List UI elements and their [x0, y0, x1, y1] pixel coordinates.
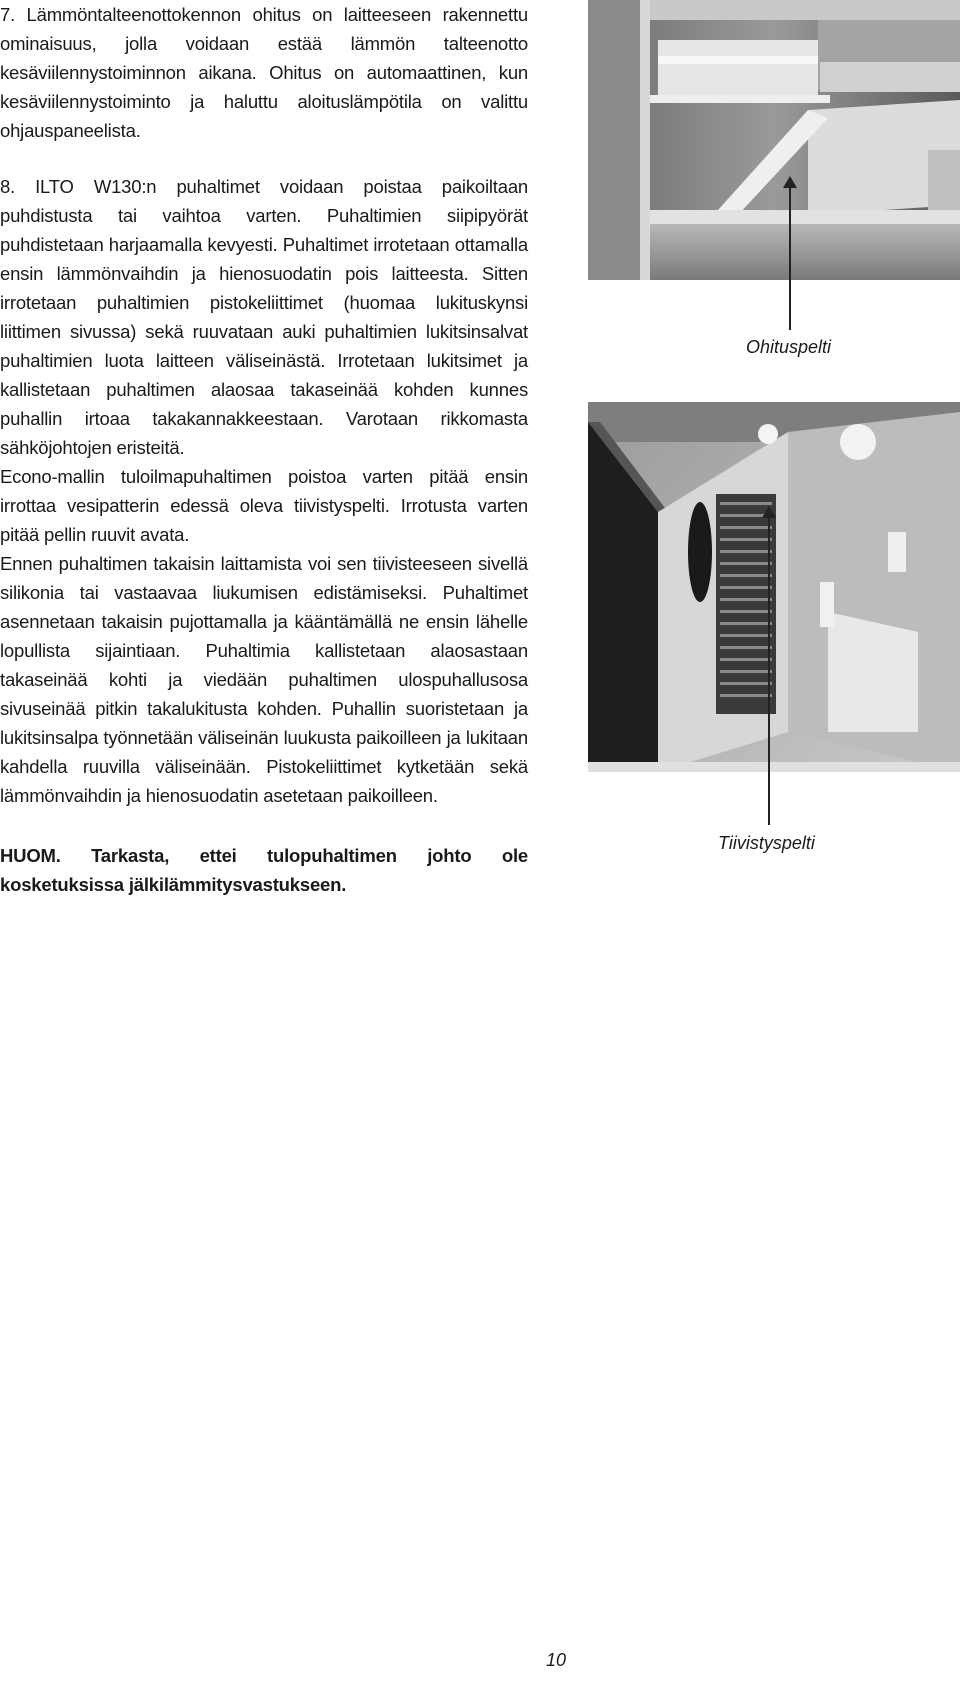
page-number: 10 [545, 1650, 567, 1670]
leader-line-ohituspelti [789, 180, 791, 330]
caption-ohituspelti: Ohituspelti [746, 337, 832, 357]
paragraph-gap [0, 145, 528, 172]
arrow-head-tiivistyspelti [762, 506, 776, 518]
paragraph-econo: Econo-mallin tuloilmapuhaltimen poistoa varten pitää ensin irrottaa vesipatterin edessä oleva tiivistyspelti. Irrotusta varten pitää pellin ruuvit avata. [0, 466, 528, 545]
paragraph-8: 8. ILTO W130:n puhaltimet voidaan poistaa paikoiltaan puhdistusta tai vaihtoa varten. Puhaltimien siipipyörät puhdistetaan harjaamalla kevyesti. Puhaltimet irrotetaan ottamalla ensin lämmönvaihdin ja hienosuodatin pois laitteesta. Sitten irrotetaan puhaltimien pistokeliittimet (huomaa lukituskynsi liittimen sivussa) sekä ruuvataan auki puhaltimien lukitsinsalvat puhaltimien luota laitteen väliseinästä. Irrotetaan lukitsimet ja kallistetaan puhaltimen alaosaa takaseinää kohden kunnes puhallin irtoaa takakannakkeestaan. Varotaan rikkomasta sähköjohtojen eristeitä. [0, 176, 528, 458]
warning-note: HUOM. Tarkasta, ettei tulopuhaltimen johto ole kosketuksissa jälkilämmitysvastukseen. [0, 845, 528, 895]
paragraph-7: 7. Lämmöntalteenottokennon ohitus on laitteeseen rakennettu ominaisuus, jolla voidaan estää lämmön talteenotto kesäviilennystoiminnon aikana. Ohitus on automaattinen, kun kesäviilennystoiminto ja haluttu aloituslämpötila on valittu ohjauspaneelista. [0, 4, 528, 141]
arrow-head-ohituspelti [783, 176, 797, 188]
caption-tiivistyspelti: Tiivistyspelti [718, 833, 815, 853]
photo-sealing-damper [588, 402, 960, 772]
leader-line-tiivistyspelti [768, 510, 770, 825]
photo-bypass-damper [588, 0, 960, 280]
body-text [0, 0, 528, 899]
paragraph-reinstall: Ennen puhaltimen takaisin laittamista voi sen tiivisteeseen sivellä silikonia tai vastaavaa liukumisen edistämiseksi. Puhaltimet asennetaan takaisin pujottamalla ja kääntämällä ne ensin lähelle lopullista sijaintiaan. Puhaltimia kallistetaan alaosastaan takaseinää kohti ja viedään puhaltimen ulospuhallusosa sivuseinää pitkin takalukitusta kohden. Puhallin suoristetaan ja lukitsinsalpa työnnetään väliseinän luukusta paikoilleen ja lukitaan kahdella ruuvilla väliseinään. Pistokeliittimet kytketään sekä lämmönvaihdin ja hienosuodatin asetetaan paikoilleen. [0, 553, 528, 806]
